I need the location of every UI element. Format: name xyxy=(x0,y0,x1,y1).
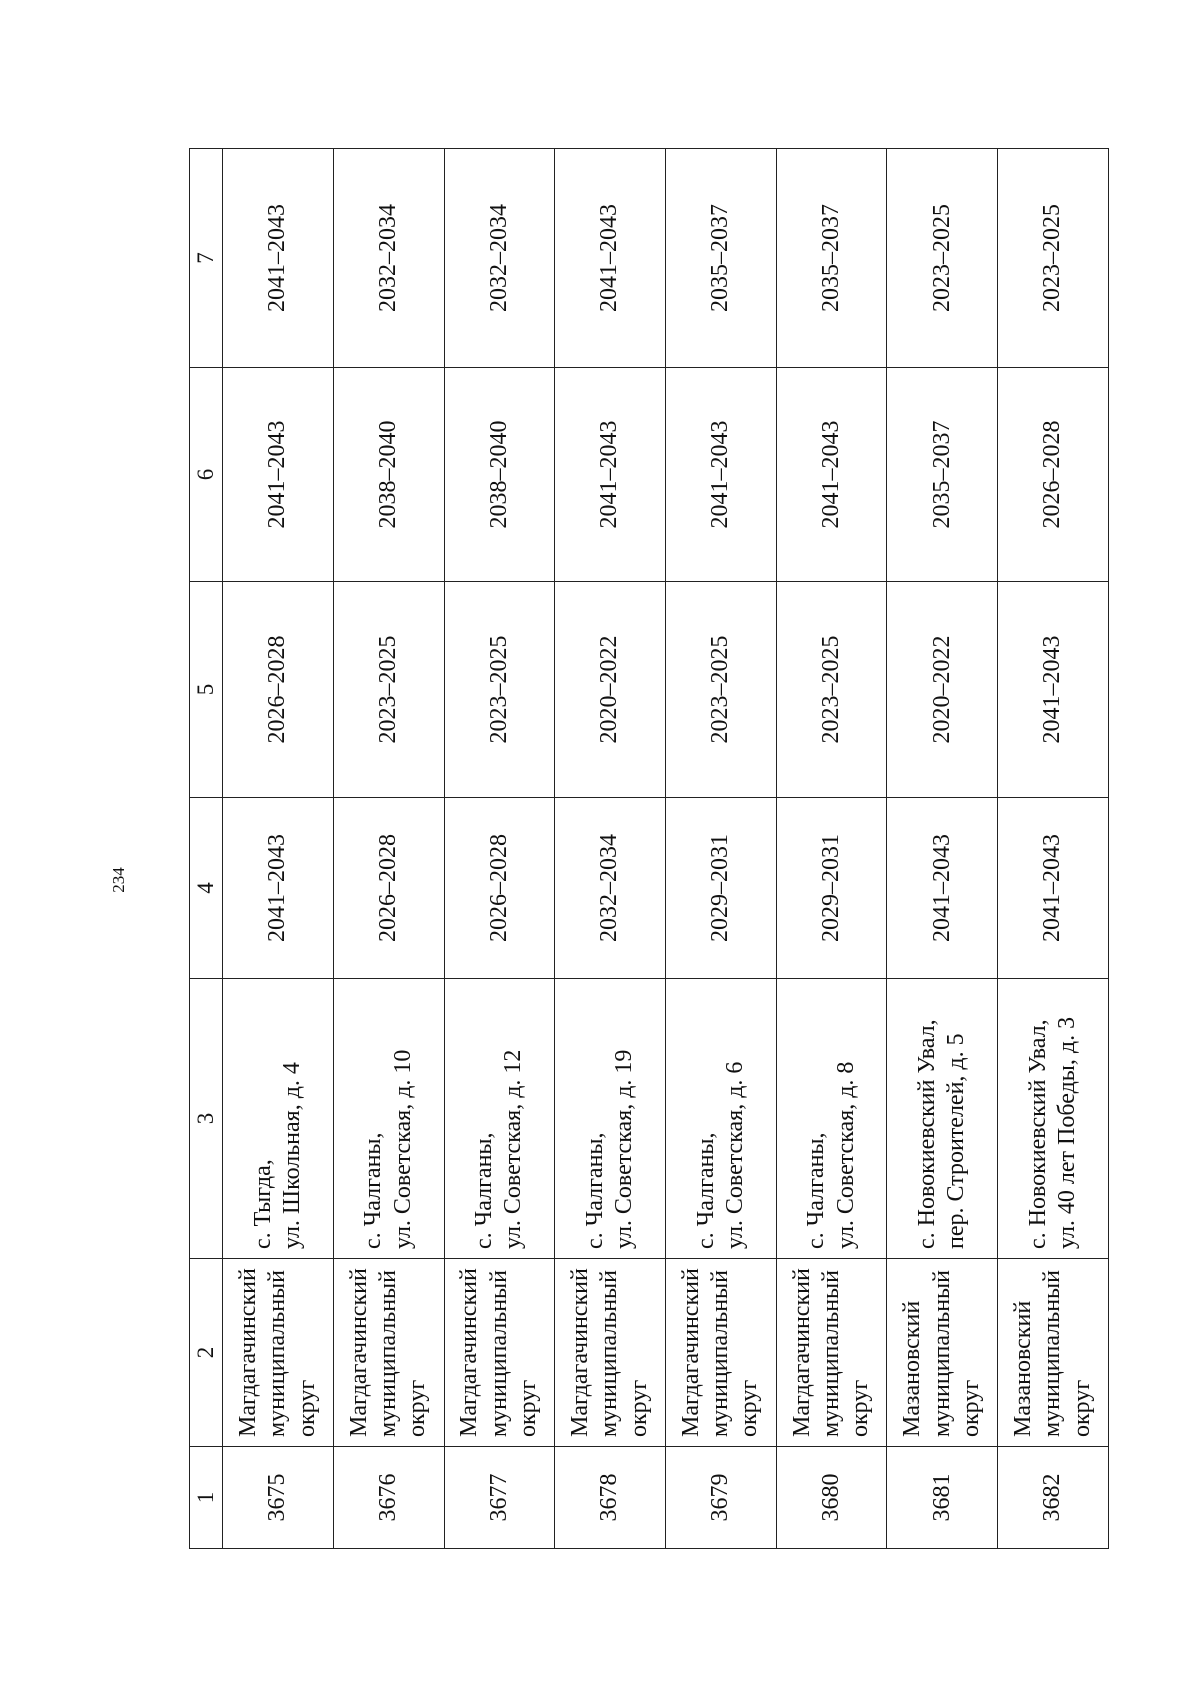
period-cell-col6: 2026–2028 xyxy=(998,368,1109,582)
row-number-cell: 3675 xyxy=(223,1447,334,1549)
table-row xyxy=(555,149,666,1549)
period-cell-col6: 2038–2040 xyxy=(444,368,555,582)
period-cell-col7: 2041–2043 xyxy=(223,149,334,368)
address-street: ул. Советская, д. 6 xyxy=(721,1061,748,1249)
page-number-text: 234 xyxy=(109,867,128,893)
address-cell xyxy=(998,979,1109,1259)
column-header-7: 7 xyxy=(190,149,223,368)
period-cell-col5: 2041–2043 xyxy=(998,582,1109,798)
row-number-cell: 3677 xyxy=(444,1447,555,1549)
period-cell-col4: 2041–2043 xyxy=(223,798,334,979)
period-cell-col5: 2023–2025 xyxy=(665,582,776,798)
row-number-cell: 3678 xyxy=(555,1447,666,1549)
column-header-6: 6 xyxy=(190,368,223,582)
table-header-row xyxy=(190,149,223,1549)
address-locality: с. Новокиевский Увал, xyxy=(914,1019,941,1249)
municipality-cell: Мазановский муниципальный округ xyxy=(998,1259,1109,1447)
address-cell xyxy=(444,979,555,1259)
address-street: ул. Советская, д. 10 xyxy=(389,1049,416,1249)
period-cell-col5: 2023–2025 xyxy=(444,582,555,798)
address-cell xyxy=(555,979,666,1259)
column-header-1: 1 xyxy=(190,1447,223,1549)
period-cell-col7: 2023–2025 xyxy=(998,149,1109,368)
row-number-cell: 3682 xyxy=(998,1447,1109,1549)
table-row xyxy=(444,149,555,1549)
period-cell-col6: 2041–2043 xyxy=(223,368,334,582)
period-cell-col7: 2023–2025 xyxy=(887,149,998,368)
table-row xyxy=(665,149,776,1549)
row-number-cell: 3681 xyxy=(887,1447,998,1549)
table-row xyxy=(887,149,998,1549)
table-body xyxy=(190,149,1109,1549)
row-number-cell: 3679 xyxy=(665,1447,776,1549)
period-cell-col6: 2038–2040 xyxy=(333,368,444,582)
address-cell xyxy=(223,979,334,1259)
period-cell-col4: 2029–2031 xyxy=(776,798,887,979)
period-cell-col6: 2041–2043 xyxy=(776,368,887,582)
column-header-5: 5 xyxy=(190,582,223,798)
period-cell-col4: 2032–2034 xyxy=(555,798,666,979)
period-cell-col6: 2041–2043 xyxy=(555,368,666,582)
address-cell xyxy=(333,979,444,1259)
address-street: ул. 40 лет Победы, д. 3 xyxy=(1054,1016,1081,1249)
municipality-cell: Магдагачинский муниципальный округ xyxy=(223,1259,334,1447)
period-cell-col6: 2035–2037 xyxy=(887,368,998,582)
municipality-cell: Магдагачинский муниципальный округ xyxy=(555,1259,666,1447)
period-cell-col7: 2041–2043 xyxy=(555,149,666,368)
address-cell xyxy=(665,979,776,1259)
municipality-cell: Магдагачинский муниципальный округ xyxy=(776,1259,887,1447)
column-header-4: 4 xyxy=(190,798,223,979)
address-cell xyxy=(887,979,998,1259)
address-street: пер. Строителей, д. 5 xyxy=(943,1033,970,1249)
period-cell-col4: 2026–2028 xyxy=(444,798,555,979)
municipality-cell: Магдагачинский муниципальный округ xyxy=(333,1259,444,1447)
address-street: ул. Советская, д. 12 xyxy=(500,1049,527,1249)
page-number xyxy=(108,856,130,904)
period-cell-col6: 2041–2043 xyxy=(665,368,776,582)
address-locality: с. Чалганы, xyxy=(471,1132,498,1249)
table-row xyxy=(223,149,334,1549)
municipality-cell: Мазановский муниципальный округ xyxy=(887,1259,998,1447)
column-header-2: 2 xyxy=(190,1259,223,1447)
table-row xyxy=(776,149,887,1549)
period-cell-col7: 2032–2034 xyxy=(444,149,555,368)
period-cell-col5: 2023–2025 xyxy=(333,582,444,798)
period-cell-col4: 2041–2043 xyxy=(887,798,998,979)
period-cell-col4: 2029–2031 xyxy=(665,798,776,979)
period-cell-col5: 2020–2022 xyxy=(887,582,998,798)
row-number-cell: 3680 xyxy=(776,1447,887,1549)
address-street: ул. Советская, д. 8 xyxy=(832,1061,859,1249)
address-cell xyxy=(776,979,887,1259)
table-row xyxy=(998,149,1109,1549)
period-cell-col5: 2020–2022 xyxy=(555,582,666,798)
address-locality: с. Чалганы, xyxy=(803,1132,830,1249)
address-street: ул. Школьная, д. 4 xyxy=(278,1062,305,1249)
address-locality: с. Чалганы, xyxy=(692,1132,719,1249)
address-locality: с. Тыгда, xyxy=(249,1159,276,1249)
rotated-table-container xyxy=(189,149,1109,1549)
period-cell-col7: 2032–2034 xyxy=(333,149,444,368)
address-locality: с. Чалганы, xyxy=(360,1132,387,1249)
table-row xyxy=(333,149,444,1549)
address-locality: с. Новокиевский Увал, xyxy=(1024,1019,1051,1249)
period-cell-col7: 2035–2037 xyxy=(776,149,887,368)
period-cell-col4: 2026–2028 xyxy=(333,798,444,979)
period-cell-col5: 2023–2025 xyxy=(776,582,887,798)
period-cell-col7: 2035–2037 xyxy=(665,149,776,368)
address-street: ул. Советская, д. 19 xyxy=(611,1049,638,1249)
column-header-3: 3 xyxy=(190,979,223,1259)
period-cell-col4: 2041–2043 xyxy=(998,798,1109,979)
municipality-cell: Магдагачинский муниципальный округ xyxy=(665,1259,776,1447)
period-cell-col5: 2026–2028 xyxy=(223,582,334,798)
row-number-cell: 3676 xyxy=(333,1447,444,1549)
data-table xyxy=(189,148,1109,1549)
address-locality: с. Чалганы, xyxy=(581,1132,608,1249)
municipality-cell: Магдагачинский муниципальный округ xyxy=(444,1259,555,1447)
